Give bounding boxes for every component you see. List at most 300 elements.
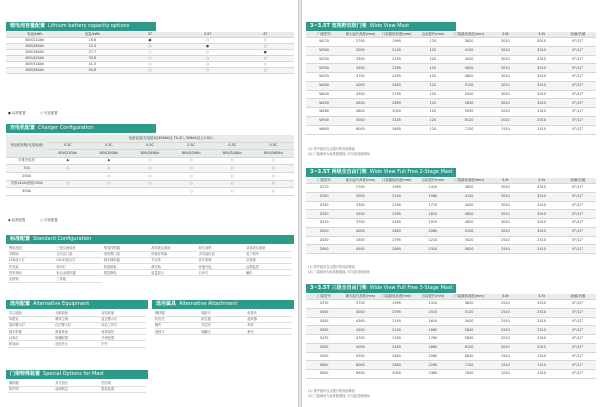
alt-attachment-item: 抱夹 [246, 330, 292, 336]
alt-equipment-item: 红区警示灯 [54, 323, 100, 329]
mast3-row [306, 335, 596, 344]
alt-attachment-item: 前移叉 [154, 330, 200, 336]
mast3-cell: 2245 [379, 326, 415, 335]
mast2-cell: 1810 [415, 210, 451, 219]
mast3-cell: 2195 [379, 317, 415, 326]
mast3-header-cell: 最大起升高度(mm) [342, 294, 378, 300]
charger-cell: ○ [129, 157, 170, 165]
mast1-cell: W600 [306, 125, 342, 134]
mast2-cell: 4000 [342, 227, 378, 236]
alt-equipment-item: 加长货叉 [54, 342, 100, 348]
mast3-cell: 1510 [487, 361, 523, 370]
mast2-cell: 2310 [415, 245, 451, 254]
mast2-cell: 1995 [379, 184, 415, 193]
mast1-cell: 2010 [524, 108, 560, 117]
mast3-cell: 1860 [415, 343, 451, 352]
alt-equipment-item: 实心轮胎 [8, 311, 54, 317]
mast1-header-cell: 自由提升(mm) [415, 32, 451, 38]
mast1-cell: 7120 [451, 125, 487, 134]
mast1-cell: 6°/12° [560, 46, 596, 55]
mast3-title-cn: 3~3.5T 三级全自由门架 [310, 285, 367, 291]
mast1-cell: 6°/12° [560, 108, 596, 117]
battery-cell: ○ [179, 38, 237, 44]
mast1-cell: 3010 [524, 73, 560, 82]
mast1-cell: 3010 [487, 46, 523, 55]
charger-cell: ○ [253, 157, 294, 165]
mast2-header-cell: 门架型号 [306, 178, 342, 184]
mast2-cell: 1910 [415, 219, 451, 228]
mast2-cell: 3820 [451, 184, 487, 193]
mast2-cell: 2645 [379, 227, 415, 236]
mast1-cell: 3010 [524, 99, 560, 108]
mast1-cell: 120 [415, 81, 451, 90]
special-option-item: 货叉加长 [54, 381, 100, 387]
mast3-header-cell: 门架最低高度(mm) [379, 294, 415, 300]
mast3-cell: 6°/12° [560, 343, 596, 352]
mast3-row [306, 370, 596, 379]
alt-attachment-item: 串杆 [246, 323, 292, 329]
standard-config-item: 驻车制动 [8, 271, 55, 277]
mast3-row [306, 343, 596, 352]
mast1-header-cell: 门架型号 [306, 32, 342, 38]
mast1-cell: 2145 [379, 46, 415, 55]
mast2-cell: 6°/12° [560, 236, 596, 245]
alt-equipment-item: 旋转警示灯 [8, 323, 54, 329]
charger-cell: ○ [253, 180, 294, 188]
standard-config-item: 快速充电 [198, 265, 245, 271]
mast1-cell: 5420 [451, 90, 487, 99]
special-title-cn: 门架特殊装置 [10, 371, 41, 377]
mast1-cell: 6°/12° [560, 81, 596, 90]
special-option-item: 前倾锁定 [54, 387, 100, 393]
mast1-cell: 2895 [379, 99, 415, 108]
mast3-cell: 5620 [451, 326, 487, 335]
alt-equipment-list [8, 311, 146, 348]
mast3-cell: 6°/12° [560, 370, 596, 379]
mast1-cell: 6°/12° [560, 117, 596, 126]
mast3-cell: 1995 [379, 300, 415, 309]
charger-top-header-row [6, 135, 294, 142]
mast3-cell: 5500 [342, 352, 378, 361]
alt-attachment-item: 软包夹 [154, 317, 200, 323]
mast1-header-cell: 最大起升高度(mm) [342, 32, 378, 38]
charger-row [6, 172, 294, 180]
mast1-cell: 3010 [524, 90, 560, 99]
battery-cell: 22.4 [64, 44, 122, 50]
battery-cell: ● [236, 50, 294, 56]
mast2-cell: 2210 [415, 236, 451, 245]
mast1-cell: 120 [415, 64, 451, 73]
battery-cell: 80V/518Ah [6, 62, 64, 68]
mast2-note-1: (1) 带护板时自由提升的高度降低 [308, 265, 355, 269]
battery-cell: 44.8 [64, 68, 122, 74]
mast3-cell: S600 [306, 361, 342, 370]
mast1-cell: W300 [306, 46, 342, 55]
mast2-cell: 3010 [524, 192, 560, 201]
mast1-header-cell: 门架最低高度(mm) [379, 32, 415, 38]
mast1-cell: 6°/12° [560, 90, 596, 99]
mast1-row [306, 125, 596, 134]
mast3-cell: S400 [306, 308, 342, 317]
mast2-header-cell: 门架最低高度(mm) [379, 178, 415, 184]
charger-cell: ○ [129, 172, 170, 180]
mast2-cell: 3010 [487, 210, 523, 219]
mast1-row [306, 73, 596, 82]
mast3-cell: S430 [306, 317, 342, 326]
mast2-cell: 6°/12° [560, 219, 596, 228]
mast3-cell: S500 [306, 343, 342, 352]
mast3-header-cell: 门架型号 [306, 294, 342, 300]
charger-cell: ○ [212, 172, 253, 180]
mast2-cell: 5120 [451, 227, 487, 236]
standard-config-item: 后拖钩 [8, 277, 55, 283]
mast1-cell: 3010 [487, 81, 523, 90]
mast1-cell: 2700 [342, 38, 378, 47]
mast2-cell: 1710 [415, 201, 451, 210]
mast1-cell: 6°/12° [560, 125, 596, 134]
battery-cell: 27.7 [64, 50, 122, 56]
charger-rate-cell: 0.5C [171, 142, 212, 150]
mast3-cell: 6000 [342, 361, 378, 370]
alt-attachment-title-en: Alternative Attachment [179, 301, 238, 307]
mast2-cell: 3010 [524, 201, 560, 210]
mast3-cell: 1010 [487, 370, 523, 379]
alt-equipment-item: 护栏 [100, 342, 146, 348]
standard-config-item: 工具箱 [55, 277, 102, 283]
mast1-cell: 1995 [379, 38, 415, 47]
mast3-row [306, 300, 596, 309]
mast2-cell: 4500 [342, 245, 378, 254]
standard-config-item: 防滑踏板 [103, 265, 150, 271]
charger-cell: ○ [212, 180, 253, 188]
mast2-cell: 3700 [342, 219, 378, 228]
mast1-cell: 3145 [379, 117, 415, 126]
mast1-note-2: (2) 门架倾角为标准配置值, 可另选其他倾角 [308, 152, 370, 156]
standard-config-item: 转向灯 [55, 265, 102, 271]
mast2-cell: 3000 [342, 192, 378, 201]
battery-legend-optional: ○ 可选配置 [40, 111, 58, 115]
mast1-cell: 2395 [379, 64, 415, 73]
mast3-cell: 2095 [379, 308, 415, 317]
mast2-cell: 2895 [379, 245, 415, 254]
mast1-cell: 3645 [379, 125, 415, 134]
charger-cell: ○ [212, 157, 253, 165]
mast2-cell: 3010 [524, 219, 560, 228]
mast3-header-cell: 3.5t [524, 294, 560, 300]
mast2-header-cell: 自由提升(mm) [415, 178, 451, 184]
mast3-cell: 2010 [524, 343, 560, 352]
battery-title-en: Lithium battery capacity options [48, 23, 130, 29]
mast3-header [306, 284, 456, 293]
special-options-list [8, 381, 146, 393]
mast3-cell: 6°/12° [560, 335, 596, 344]
battery-cell: ○ [121, 44, 179, 50]
mast2-header [306, 168, 456, 177]
standard-title-en: Standard Configuration [33, 236, 92, 242]
mast3-cell: 1660 [415, 326, 451, 335]
standard-config-item: 三相交流电机 [55, 246, 102, 252]
mast1-header [306, 22, 456, 31]
alt-attachment-item: 多层夹 [200, 323, 246, 329]
charger-rate-cell: 0.5C [129, 142, 170, 150]
charger-rate-cell: 0.3C [47, 142, 88, 150]
battery-header-cell: 3T [121, 32, 179, 38]
mast1-row [306, 117, 596, 126]
mast1-note-1: (1) 带护板时自由提升的高度降低 [308, 147, 355, 151]
mast1-row [306, 38, 596, 47]
mast1-cell: 2010 [487, 108, 523, 117]
alt-equipment-item: 防爆配置 [54, 336, 100, 342]
mast1-cell: 3010 [487, 73, 523, 82]
alt-equipment-item: 蓝色警示灯 [100, 317, 146, 323]
charger-cell: ○ [88, 172, 129, 180]
standard-config-item: 后视镜 [245, 258, 292, 264]
alt-equipment-item: 称重系统 [54, 330, 100, 336]
charger-cell: 200A [6, 172, 47, 180]
mast2-cell: 4300 [342, 236, 378, 245]
mast1-row [306, 108, 596, 117]
standard-config-item: LED后组合灯 [55, 258, 102, 264]
mast2-table [306, 178, 596, 254]
mast1-cell: 5120 [451, 81, 487, 90]
standard-config-item: 护顶架 [8, 265, 55, 271]
mast2-cell: 3010 [487, 219, 523, 228]
standard-title-cn: 标准配置 [10, 236, 31, 242]
standard-config-list [8, 246, 292, 283]
mast1-cell: 4500 [342, 99, 378, 108]
alt-attachment-item: 侧移器 [154, 311, 200, 317]
mast3-note-2: (2) 门架倾角为标准配置值, 可另选其他倾角 [308, 394, 370, 398]
mast3-table [306, 294, 596, 379]
mast3-row [306, 361, 596, 370]
mast1-cell: 120 [415, 46, 451, 55]
alt-attachment-item: 推拉器 [200, 317, 246, 323]
mast2-cell: 2510 [524, 245, 560, 254]
mast1-cell: 6°/12° [560, 64, 596, 73]
battery-header-cell: 3.5T [179, 32, 237, 38]
special-options-header [6, 370, 148, 379]
mast3-cell: 2510 [524, 308, 560, 317]
alt-equipment-item: 双前轮胎 [100, 311, 146, 317]
mast1-cell: 3500 [342, 64, 378, 73]
mast3-cell: 6500 [342, 370, 378, 379]
mast3-cell: 6620 [451, 352, 487, 361]
standard-config-item: 倒车蜂鸣器 [103, 258, 150, 264]
battery-header-cell: 电池/kWh [6, 32, 64, 38]
standard-config-item: 静音胎 [150, 265, 197, 271]
mast2-cell: 3010 [524, 227, 560, 236]
mast1-row [306, 46, 596, 55]
mast3-cell: 2510 [487, 308, 523, 317]
battery-cell: 80V/420Ah [6, 56, 64, 62]
mast2-cell: Z400 [306, 227, 342, 236]
mast1-cell: 6000 [342, 125, 378, 134]
mast1-cell: 120 [415, 125, 451, 134]
mast3-cell: 2845 [379, 361, 415, 370]
mast2-cell: 1410 [415, 184, 451, 193]
mast1-cell: 3700 [342, 73, 378, 82]
charger-capacity-cell: 80V/560Ah [253, 150, 294, 158]
battery-cell: 16.8 [64, 38, 122, 44]
battery-cell: ○ [236, 38, 294, 44]
mast1-cell: 3000 [342, 46, 378, 55]
charger-cell: ○ [129, 165, 170, 173]
mast3-cell: 6°/12° [560, 361, 596, 370]
mast1-cell: 120 [415, 108, 451, 117]
mast1-cell: 120 [415, 99, 451, 108]
mast1-cell: 3010 [524, 46, 560, 55]
left-page [0, 0, 298, 407]
mast1-cell: 2645 [379, 81, 415, 90]
mast1-cell: 4000 [342, 81, 378, 90]
standard-config-item: 喇叭 [245, 271, 292, 277]
charger-table [6, 135, 294, 196]
mast1-title-en: Wide View Mast [369, 23, 410, 29]
standard-config-item: 集成控制器 [103, 246, 150, 252]
charger-cell [88, 188, 129, 196]
mast2-cell: Z330 [306, 201, 342, 210]
mast3-header-cell: 自由提升(mm) [415, 294, 451, 300]
alt-attachment-list [154, 311, 292, 335]
mast1-cell: 3010 [524, 38, 560, 47]
mast2-cell: 4120 [451, 192, 487, 201]
charger-cell: ○ [47, 180, 88, 188]
battery-cell: ○ [179, 68, 237, 74]
mast3-header-cell: 前倾/后倾 [560, 294, 596, 300]
mast1-cell: W480 [306, 108, 342, 117]
mast3-cell: S370 [306, 300, 342, 309]
alt-equipment-item: 座椅加热 [100, 330, 146, 336]
mast1-row [306, 64, 596, 73]
charger-cell: ○ [171, 180, 212, 188]
special-option-item: 侧移器 [8, 381, 54, 387]
battery-cell: ○ [179, 56, 237, 62]
battery-cell: ○ [236, 56, 294, 62]
mast1-cell: 120 [415, 38, 451, 47]
mast1-cell: 2010 [524, 117, 560, 126]
mast3-cell: S450 [306, 326, 342, 335]
mast3-cell: 3700 [342, 300, 378, 309]
battery-cell: 41.5 [64, 62, 122, 68]
charger-rate-row [6, 142, 294, 150]
mast2-cell: 6°/12° [560, 227, 596, 236]
alt-equipment-title-en: Alternative Equipment [33, 301, 90, 307]
mast1-cell: 5620 [451, 99, 487, 108]
charger-capacity-cell: 80V/280Ah [88, 150, 129, 158]
alt-equipment-item: 附加阀 [8, 342, 54, 348]
mast3-cell: 1510 [524, 352, 560, 361]
mast2-cell: 3010 [487, 201, 523, 210]
mast3-cell: 2445 [379, 343, 415, 352]
charger-cell: 300A [6, 188, 47, 196]
charger-cell: ○ [171, 188, 212, 196]
battery-header-cell: 4T [236, 32, 294, 38]
mast3-cell: 6°/12° [560, 317, 596, 326]
mast3-cell: 1510 [487, 352, 523, 361]
charger-row [6, 188, 294, 196]
mast2-cell: 2510 [524, 236, 560, 245]
mast3-cell: S550 [306, 352, 342, 361]
mast3-cell: 2010 [524, 335, 560, 344]
mast2-cell: 6°/12° [560, 184, 596, 193]
mast2-cell: 3010 [487, 227, 523, 236]
mast2-cell: 6°/12° [560, 210, 596, 219]
mast1-cell: 3010 [487, 90, 523, 99]
mast2-cell: 4620 [451, 210, 487, 219]
mast1-cell: 4420 [451, 55, 487, 64]
mast1-cell: W400 [306, 81, 342, 90]
mast3-cell: 1610 [415, 317, 451, 326]
charger-capacity-cell: 80V/346Ah [129, 150, 170, 158]
battery-cell: ○ [121, 56, 179, 62]
mast1-cell: 1510 [524, 125, 560, 134]
standard-config-item: 宽视野门架 [103, 252, 150, 258]
mast2-cell: 3010 [524, 184, 560, 193]
mast3-cell: S650 [306, 370, 342, 379]
mast2-cell: Z300 [306, 192, 342, 201]
mast3-cell: 1760 [415, 335, 451, 344]
battery-cell: 80V/346Ah [6, 50, 64, 56]
mast1-header-cell: 3.5t [524, 32, 560, 38]
mast3-note-1: (1) 带护板时自由提升的高度降低 [308, 389, 355, 393]
alt-equipment-item: 前后工作灯 [100, 323, 146, 329]
battery-cell: ○ [236, 68, 294, 74]
mast3-cell: 2510 [487, 326, 523, 335]
mast2-cell: 2700 [342, 184, 378, 193]
mast1-table [306, 32, 596, 135]
charger-cell: ○ [129, 180, 170, 188]
charger-cell: ○ [47, 165, 88, 173]
mast2-cell: 6°/12° [560, 192, 596, 201]
mast2-row [306, 192, 596, 201]
mast3-cell: S470 [306, 335, 342, 344]
charger-cell: 手推140A/插座150A [6, 180, 47, 188]
mast3-cell: 4500 [342, 326, 378, 335]
mast3-cell: 1410 [415, 300, 451, 309]
charger-cell: ○ [212, 165, 253, 173]
charger-capacity-row [6, 150, 294, 158]
mast1-cell: 120 [415, 90, 451, 99]
mast1-cell: 6°/12° [560, 73, 596, 82]
mast3-cell: 6120 [451, 343, 487, 352]
charger-cell: ○ [171, 165, 212, 173]
mast2-note-2: (2) 门架倾角为标准配置值, 可另选其他倾角 [308, 270, 370, 274]
mast1-cell: W450 [306, 99, 342, 108]
mast2-row [306, 210, 596, 219]
mast1-title-cn: 3~3.5T 宽视野双级门架 [310, 23, 367, 29]
mast3-cell: 1510 [524, 361, 560, 370]
mast2-cell: 5620 [451, 245, 487, 254]
mast3-cell: 1010 [524, 370, 560, 379]
charger-title-cn: 充电机配置 [10, 125, 36, 131]
mast2-cell: 5420 [451, 236, 487, 245]
special-option-item: 限高装置 [100, 387, 146, 393]
mast1-cell: 6°/12° [560, 38, 596, 47]
mast3-cell: 6°/12° [560, 352, 596, 361]
mast1-cell: 2795 [379, 90, 415, 99]
mast1-cell: 2295 [379, 55, 415, 64]
special-title-en: Special Options for Mast [43, 371, 104, 377]
mast2-cell: Z370 [306, 219, 342, 228]
mast3-cell: 3045 [379, 370, 415, 379]
mast1-header-cell: 前倾/后倾 [560, 32, 596, 38]
mast3-cell: 5420 [451, 317, 487, 326]
mast3-cell: 2510 [524, 326, 560, 335]
battery-section-header [6, 22, 156, 31]
charger-rate-cell: 0.5C [212, 142, 253, 150]
charger-capacity-cell: 80V/210Ah [47, 150, 88, 158]
mast3-cell: 2345 [379, 335, 415, 344]
